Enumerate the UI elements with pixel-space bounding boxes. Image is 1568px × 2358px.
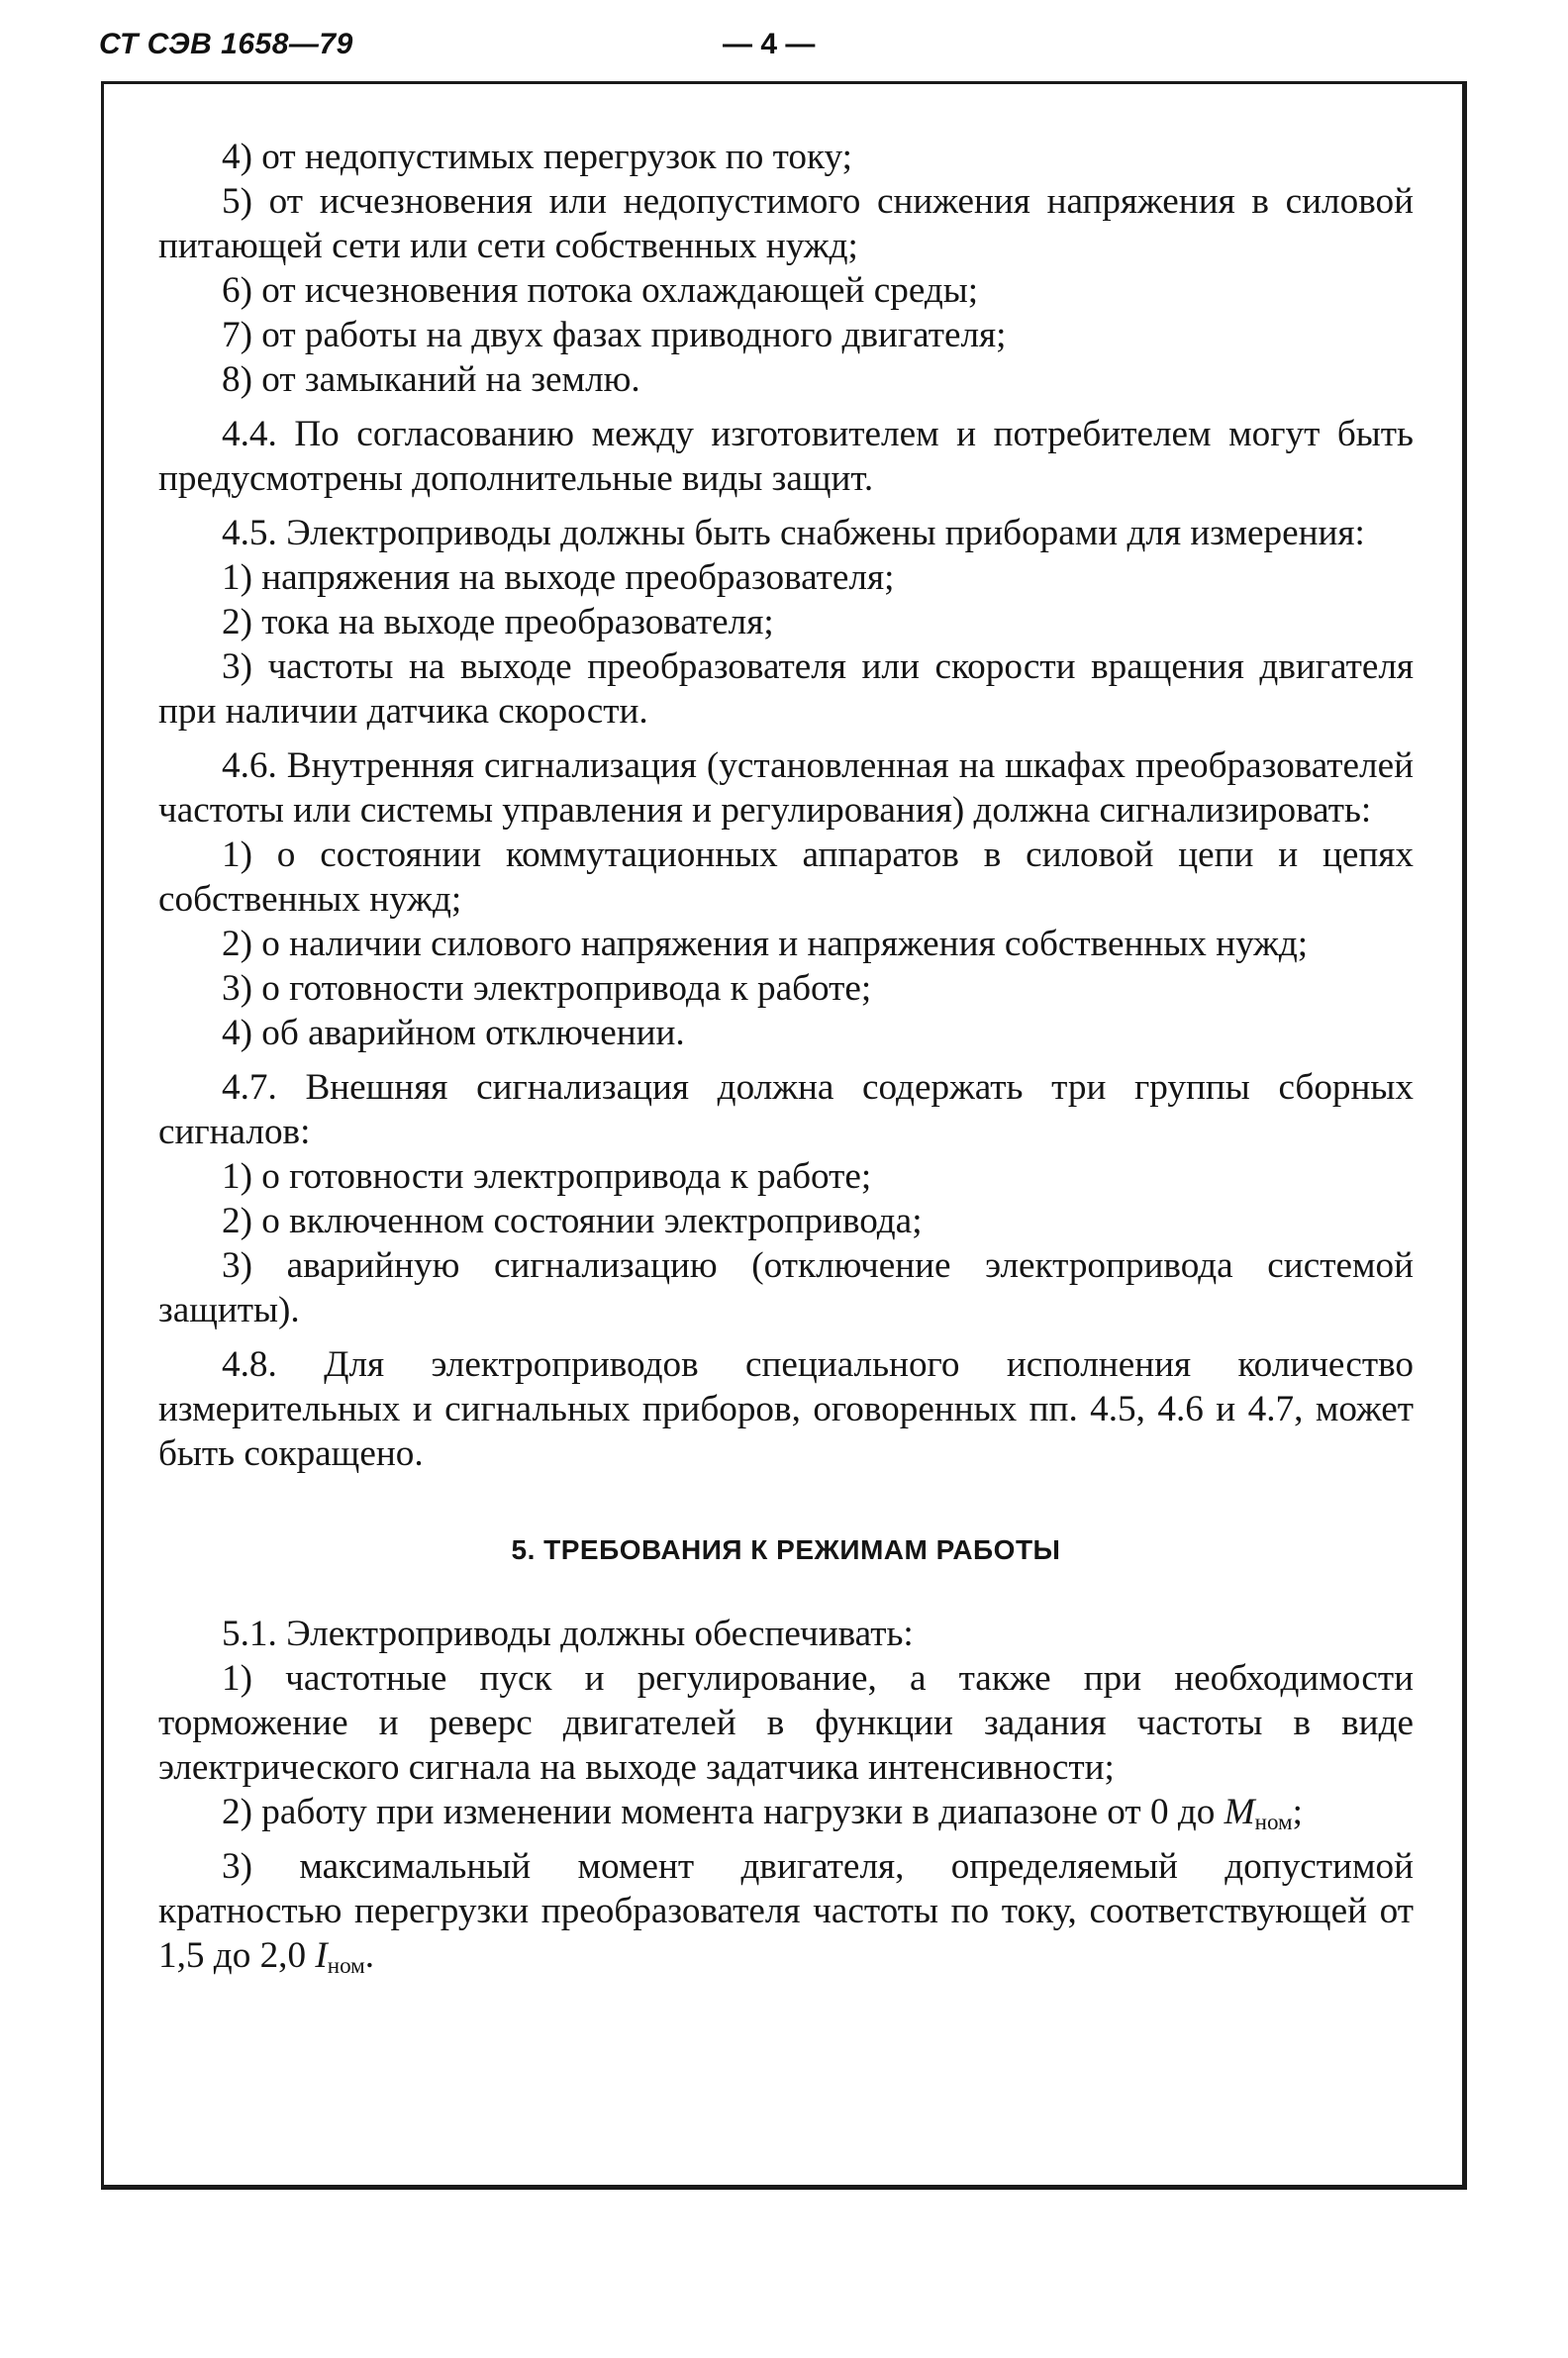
list-item-4-7-3: 3) аварийную сигнализацию (отключение электропривода системой защиты).: [158, 1245, 1414, 1330]
list-item-4-6-4: 4) об аварийном отключении.: [222, 1013, 685, 1053]
clause-4-6: 4.6. Внутренняя сигнализация (установленная на шкафах преобразователей частоты или системы управления и регулирования) должна сигнализировать:: [158, 745, 1414, 831]
list-item-4-5-2: 2) тока на выходе преобразователя;: [222, 602, 774, 642]
moment-symbol: M: [1224, 1792, 1255, 1832]
list-item-4-7-1: 1) о готовности электропривода к работе;: [222, 1156, 872, 1197]
clause-4-7: 4.7. Внешняя сигнализация должна содержать три группы сборных сигналов:: [158, 1067, 1414, 1152]
item-text: 3) максимальный момент двигателя, определяемый допустимой кратностью перегрузки преобразователя частоты по току, соответствующей от 1,5 до 2,0: [158, 1845, 1414, 1976]
current-symbol: I: [315, 1934, 328, 1976]
list-item-4-7-2: 2) о включенном состоянии электропривода;: [222, 1201, 923, 1241]
item-end: .: [364, 1934, 375, 1976]
standard-code: СТ СЭВ 1658—79: [99, 28, 353, 60]
list-item-5-1-2: [158, 1790, 1414, 1844]
section-5-heading: 5. ТРЕБОВАНИЯ К РЕЖИМАМ РАБОТЫ: [511, 1534, 1061, 1565]
document-body: [158, 135, 1414, 1988]
clause-4-5: 4.5. Электроприводы должны быть снабжены приборами для измерения:: [222, 513, 1365, 553]
clause-5-1: 5.1. Электроприводы должны обеспечивать:: [222, 1614, 914, 1654]
list-item-4-3-5: 5) от исчезновения или недопустимого снижения напряжения в силовой питающей сети или сети собственных нужд;: [158, 181, 1414, 266]
list-item-5-1-1: 1) частотные пуск и регулирование, а также при необходимости торможение и реверс двигателей в функции задания частоты в виде электрического сигнала на выходе задатчика интенсивности;: [158, 1658, 1414, 1788]
item-text: 2) работу при изменении момента нагрузки в диапазоне от 0 до: [222, 1792, 1216, 1832]
list-item-4-5-1: 1) напряжения на выходе преобразователя;: [222, 557, 895, 598]
list-item-4-3-7: 7) от работы на двух фазах приводного двигателя;: [222, 315, 1007, 355]
list-item-4-6-2: 2) о наличии силового напряжения и напряжения собственных нужд;: [222, 924, 1309, 964]
list-item-5-1-3: [158, 1844, 1414, 1988]
list-item-4-6-1: 1) о состоянии коммутационных аппаратов в силовой цепи и цепях собственных нужд;: [158, 835, 1414, 920]
clause-4-4: 4.4. По согласованию между изготовителем и потребителем могут быть предусмотрены дополнительные виды защит.: [158, 414, 1414, 499]
current-subscript: ном: [327, 1951, 365, 1978]
list-item-4-3-4: 4) от недопустимых перегрузок по току;: [222, 137, 852, 177]
list-item-4-3-8: 8) от замыканий на землю.: [222, 359, 640, 400]
item-end: ;: [1292, 1792, 1303, 1832]
list-item-4-5-3: 3) частоты на выходе преобразователя или скорости вращения двигателя при наличии датчика скорости.: [158, 646, 1414, 732]
list-item-4-3-6: 6) от исчезновения потока охлаждающей среды;: [222, 270, 979, 311]
clause-4-8: 4.8. Для электроприводов специального исполнения количество измерительных и сигнальных приборов, оговоренных пп. 4.5, 4.6 и 4.7, может быть сокращено.: [158, 1344, 1414, 1474]
moment-subscript: ном: [1254, 1808, 1293, 1834]
list-item-4-6-3: 3) о готовности электропривода к работе;: [222, 968, 872, 1009]
page-number: — 4 —: [723, 28, 816, 60]
